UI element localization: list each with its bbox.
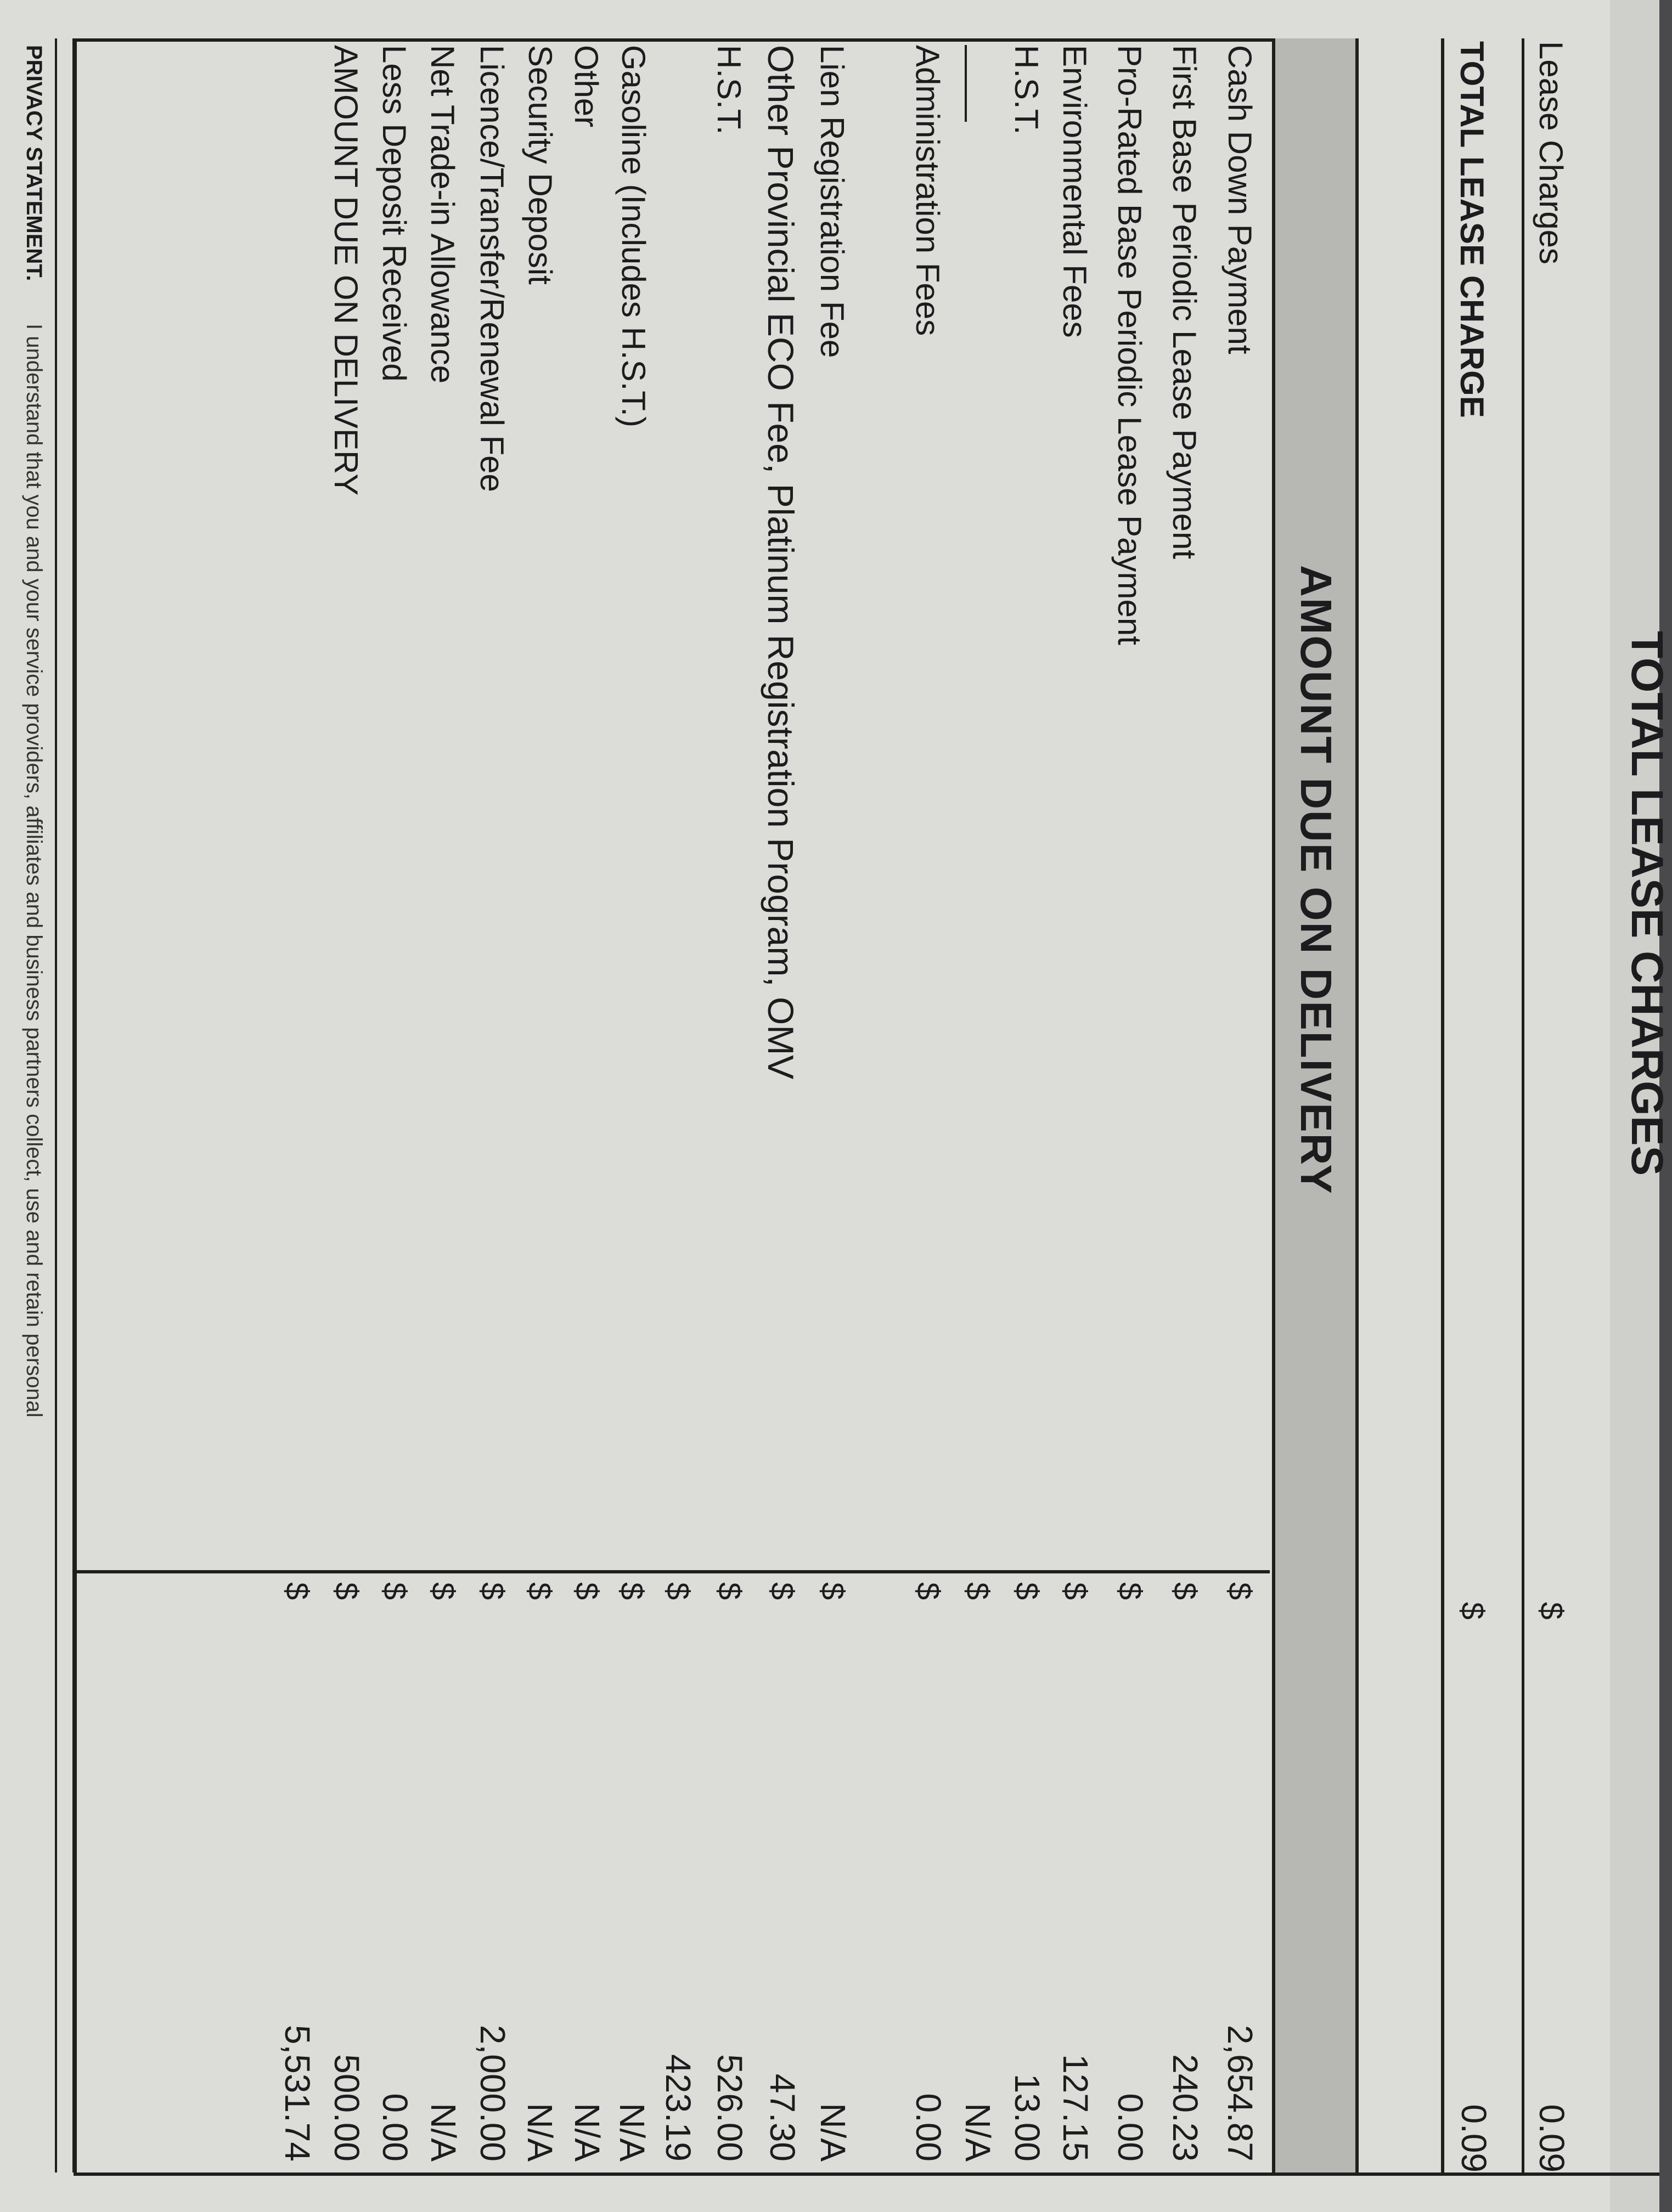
row-label: Cash Down Payment: [1221, 45, 1258, 354]
amount-column-left-rule: [74, 1570, 1270, 1573]
row-label: Gasoline (Includes H.S.T.): [615, 45, 652, 427]
row-label: H.S.T.: [1008, 45, 1045, 135]
row-label: H.S.T.: [711, 45, 747, 135]
row-label: Other: [568, 45, 605, 128]
row-currency: $: [1222, 1582, 1258, 1600]
row-currency: $: [522, 1582, 558, 1600]
row-label: Security Deposit: [522, 45, 559, 285]
row-value: 5,531.74: [278, 2024, 317, 2162]
row-currency: $: [960, 1582, 995, 1600]
row-currency: $: [764, 1582, 800, 1600]
total-lease-charge-label: TOTAL LEASE CHARGE: [1454, 41, 1490, 418]
row-label: Lien Registration Fee: [814, 45, 851, 358]
row-value: N/A: [520, 2103, 560, 2162]
total-lease-charges-heading: TOTAL LEASE CHARGES: [1622, 631, 1672, 1176]
row-value: 47.30: [763, 2073, 802, 2162]
row-currency: $: [1112, 1582, 1148, 1600]
row-value: N/A: [612, 2103, 652, 2162]
row-label: Net Trade-in Allowance: [424, 45, 461, 383]
row-currency: $: [910, 1582, 946, 1600]
row-value: N/A: [424, 2103, 463, 2162]
row-value: N/A: [813, 2103, 853, 2162]
row-label: Administration Fees: [909, 45, 946, 336]
row-currency: $: [425, 1582, 461, 1600]
row-label: First Base Periodic Lease Payment: [1166, 45, 1203, 560]
row-value: 2,000.00: [473, 2024, 513, 2162]
row-label: Licence/Transfer/Renewal Fee: [474, 45, 510, 492]
row-currency: $: [279, 1582, 315, 1600]
row-value: 500.00: [327, 2054, 367, 2162]
row-value: 0.00: [375, 2093, 415, 2162]
privacy-text: I understand that you and your service providers, affiliates and business partners collect, use and retain personal: [22, 324, 46, 1418]
row-label: Other Provincial ECO Fee, Platinum Registration Program, OMV: [761, 45, 801, 1080]
row-currency: $: [569, 1582, 605, 1600]
row-currency: $: [815, 1582, 851, 1600]
row-currency: $: [614, 1582, 650, 1600]
row-value: 423.19: [658, 2054, 698, 2162]
row-currency: $: [1057, 1582, 1093, 1600]
row-value: 0.00: [1111, 2093, 1150, 2162]
row-value: 240.23: [1166, 2054, 1205, 2162]
lease-charges-label: Lease Charges: [1533, 41, 1569, 264]
row-label: AMOUNT DUE ON DELIVERY: [328, 45, 364, 496]
privacy-heading: PRIVACY STATEMENT.: [22, 45, 46, 281]
lease-charges-value: 0.09: [1532, 2104, 1572, 2172]
row-currency: $: [329, 1582, 364, 1600]
lease-charges-currency: $: [1534, 1602, 1569, 1620]
row-currency: $: [712, 1582, 747, 1600]
row-value: N/A: [958, 2103, 998, 2162]
row-value: 127.15: [1056, 2054, 1095, 2162]
row-value: N/A: [567, 2103, 607, 2162]
row-currency: $: [475, 1582, 510, 1600]
row-value: 526.00: [710, 2054, 750, 2162]
row-label: Less Deposit Received: [376, 45, 413, 382]
total-lease-charge-value: 0.09: [1454, 2104, 1494, 2172]
row-label: Pro-Rated Base Periodic Lease Payment: [1111, 45, 1148, 645]
row-value: 13.00: [1007, 2073, 1047, 2162]
blank-line: [965, 45, 967, 122]
row-value: 2,654.87: [1220, 2024, 1260, 2162]
row-label: Environmental Fees: [1056, 45, 1093, 338]
row-value: 0.00: [909, 2093, 948, 2162]
row-currency: $: [377, 1582, 413, 1600]
row-currency: $: [1167, 1582, 1203, 1600]
total-lease-charge-currency: $: [1455, 1602, 1490, 1620]
row-currency: $: [1009, 1582, 1045, 1600]
row-currency: $: [660, 1582, 696, 1600]
amount-due-heading: AMOUNT DUE ON DELIVERY: [1292, 565, 1341, 1195]
